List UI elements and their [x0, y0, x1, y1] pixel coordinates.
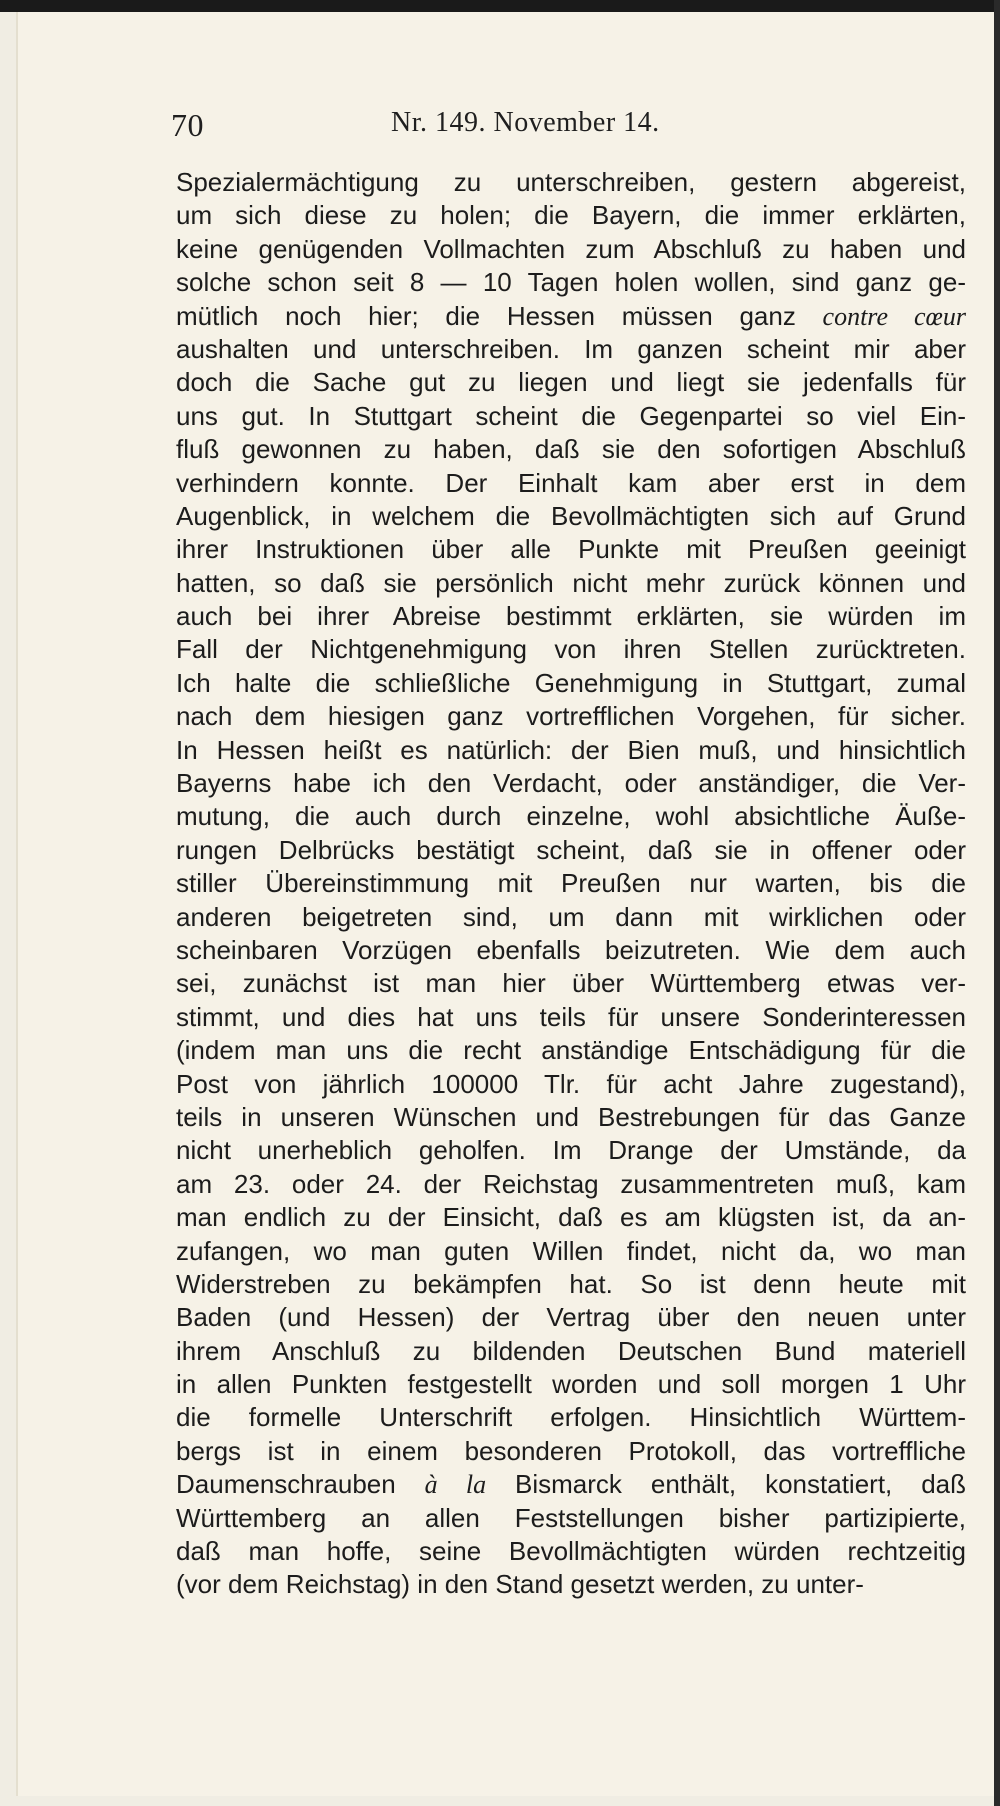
text-line: aushalten und unterschreiben. Im ganzen scheint mir aber [176, 333, 966, 364]
text-line: die formelle Unterschrift erfolgen. Hinsichtlich Württem- [176, 1402, 966, 1433]
body-text [176, 166, 966, 1602]
text-line: solche schon seit 8 — 10 Tagen holen wollen, sind ganz ge- [176, 267, 966, 298]
text-line: rungen Delbrücks bestätigt scheint, daß sie in offener oder [176, 834, 966, 865]
text-line: bergs ist in einem besonderen Protokoll, das vortreffliche [176, 1435, 966, 1466]
running-head: Nr. 149. November 14. [391, 107, 660, 138]
text-line: ihrer Instruktionen über alle Punkte mit Preußen geeinigt [176, 534, 966, 565]
text-line: sei, zunächst ist man hier über Württemberg etwas ver- [176, 968, 966, 999]
scan-top-edge [0, 0, 1000, 12]
text-segment: Bismarck enthält, konstatiert, daß [486, 1469, 967, 1500]
scan-right-edge [994, 0, 1000, 1806]
text-line: Augenblick, in welchem die Bevollmächtigten sich auf Grund [176, 500, 966, 531]
text-line: stimmt, und dies hat uns teils für unsere Sonderinteressen [176, 1001, 966, 1032]
text-line: In Hessen heißt es natürlich: der Bien muß, und hinsichtlich [176, 734, 966, 765]
text-line [176, 300, 966, 333]
text-line: um sich diese zu holen; die Bayern, die immer erklärten, [176, 200, 966, 231]
page-number: 70 [171, 107, 204, 143]
text-line: auch bei ihrer Abreise bestimmt erklärten, sie würden im [176, 601, 966, 632]
italic-phrase: à la [424, 1470, 487, 1500]
text-line: scheinbaren Vorzügen ebenfalls beizutreten. Wie dem auch [176, 934, 966, 965]
text-line: Widerstreben zu bekämpfen hat. So ist denn heute mit [176, 1268, 966, 1299]
text-segment: mütlich noch hier; die Hessen müssen ganz [176, 300, 823, 331]
text-line: ihrem Anschluß zu bildenden Deutschen Bund materiell [176, 1335, 966, 1366]
text-line: zufangen, wo man guten Willen findet, nicht da, wo man [176, 1235, 966, 1266]
text-line: hatten, so daß sie persönlich nicht mehr zurück können und [176, 567, 966, 598]
text-line: Bayerns habe ich den Verdacht, oder anständiger, die Ver- [176, 768, 966, 799]
text-line: uns gut. In Stuttgart scheint die Gegenpartei so viel Ein- [176, 400, 966, 431]
text-line: stiller Übereinstimmung mit Preußen nur warten, bis die [176, 868, 966, 899]
text-line [176, 1468, 966, 1501]
text-segment: Daumenschrauben [176, 1469, 425, 1500]
text-line: daß man hoffe, seine Bevollmächtigten würden rechtzeitig [176, 1536, 966, 1567]
text-line: keine genügenden Vollmachten zum Abschluß zu haben und [176, 233, 966, 264]
text-line: Baden (und Hessen) der Vertrag über den neuen unter [176, 1302, 966, 1333]
text-line: anderen beigetreten sind, um dann mit wirklichen oder [176, 901, 966, 932]
text-line: nicht unerheblich geholfen. Im Drange der Umstände, da [176, 1135, 966, 1166]
text-line: (vor dem Reichstag) in den Stand gesetzt werden, zu unter- [176, 1569, 864, 1600]
text-line: am 23. oder 24. der Reichstag zusammentreten muß, kam [176, 1168, 966, 1199]
italic-phrase: contre cœur [822, 301, 966, 331]
text-line: man endlich zu der Einsicht, daß es am klügsten ist, da an- [176, 1202, 966, 1233]
text-line: teils in unseren Wünschen und Bestrebungen für das Ganze [176, 1101, 966, 1132]
text-line: in allen Punkten festgestellt worden und soll morgen 1 Uhr [176, 1369, 966, 1400]
text-line: Spezialermächtigung zu unterschreiben, gestern abgereist, [176, 167, 966, 197]
text-line: (indem man uns die recht anständige Entschädigung für die [176, 1035, 966, 1066]
text-line: nach dem hiesigen ganz vortrefflichen Vorgehen, für sicher. [176, 701, 966, 732]
text-line: fluß gewonnen zu haben, daß sie den sofortigen Abschluß [176, 434, 966, 465]
text-line: Württemberg an allen Feststellungen bisher partizipierte, [176, 1502, 966, 1533]
text-line: Ich halte die schließliche Genehmigung in Stuttgart, zumal [176, 667, 966, 698]
text-line: Post von jährlich 100000 Tlr. für acht Jahre zugestand), [176, 1068, 966, 1099]
text-line: Fall der Nichtgenehmigung von ihren Stellen zurücktreten. [176, 634, 966, 665]
text-line: mutung, die auch durch einzelne, wohl absichtliche Äuße- [176, 801, 966, 832]
text-line: verhindern konnte. Der Einhalt kam aber erst in dem [176, 467, 966, 498]
text-line: doch die Sache gut zu liegen und liegt sie jedenfalls für [176, 367, 966, 398]
